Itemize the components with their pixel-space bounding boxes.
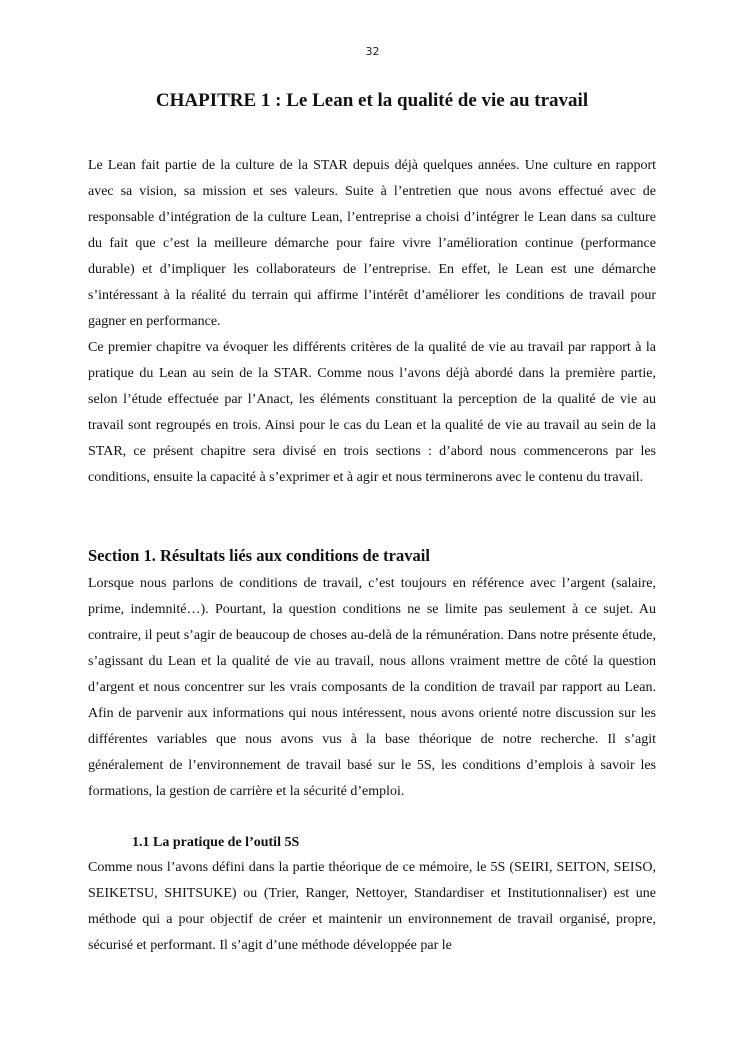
subsection-1-1-paragraph: Comme nous l’avons défini dans la partie théorique de ce mémoire, le 5S (SEIRI, SEITON, SEISO, SEIKETSU, SHITSUKE) ou (Trier, Ranger, Nettoyer, Standardiser et Institutionnaliser) est une méthode qui a pour objectif de créer et maintenir un environnement de travail organisé, propre, sécurisé et performant. Il s’agit d’une méthode développée par le [88, 860, 656, 953]
section-1-paragraph: Lorsque nous parlons de conditions de travail, c’est toujours en référence avec l’argent (salaire, prime, indemnité…). Pourtant, la question conditions ne se limite pas seulement à ce sujet. Au contraire, il peut s’agir de beaucoup de choses au-delà de la rémunération. Dans notre présente étude, s’agissant du Lean et la qualité de vie au travail, nous allons vraiment mettre de côté la question d’argent et nous concentrer sur les vrais composants de la condition de travail par rapport au Lean. Afin de parvenir aux informations qui nous intéressent, nous avons orienté notre discussion sur les différentes variables que nous avons vus à la base théorique de notre recherche. Il s’agit généralement de l’environnement de travail basé sur le 5S, les conditions d’emplois à savoir les formations, la gestion de carrière et la sécurité d’emploi. [88, 576, 656, 799]
intro-paragraph-1: Le Lean fait partie de la culture de la STAR depuis déjà quelques années. Une culture en rapport avec sa vision, sa mission et ses valeurs. Suite à l’entretien que nous avons effectué avec de responsable d’intégration de la culture Lean, l’entreprise a choisi d’intégrer le Lean dans sa culture du fait que c’est la meilleure démarche pour faire vivre l’amélioration continue (performance durable) et d’impliquer les collaborateurs de l’entreprise. En effet, le Lean est une démarche s’intéressant à la réalité du terrain qui affirme l’intérêt d’améliorer les conditions de travail pour gagner en performance. [88, 158, 656, 329]
chapter-title: CHAPITRE 1 : Le Lean et la qualité de vie au travail [155, 90, 589, 111]
section-1-text [88, 571, 656, 805]
page-number: 32 [365, 45, 380, 58]
subsection-1-1-heading: 1.1 La pratique de l’outil 5S [132, 835, 300, 850]
subsection-1-1-text [88, 855, 656, 959]
intro-paragraph-2: Ce premier chapitre va évoquer les différents critères de la qualité de vie au travail par rapport à la pratique du Lean au sein de la STAR. Comme nous l’avons déjà abordé dans la première partie, selon l’étude effectuée par l’Anact, les éléments constituant la perception de la qualité de vie au travail sont regroupés en trois. Ainsi pour le cas du Lean et la qualité de vie au travail au sein de la STAR, ce présent chapitre sera divisé en trois sections : d’abord nous commencerons par les conditions, ensuite la capacité à s’exprimer et à agir et nous terminerons avec le contenu du travail. [88, 340, 656, 485]
section-1-heading: Section 1. Résultats liés aux conditions de travail [88, 546, 430, 565]
intro-text [88, 153, 656, 491]
